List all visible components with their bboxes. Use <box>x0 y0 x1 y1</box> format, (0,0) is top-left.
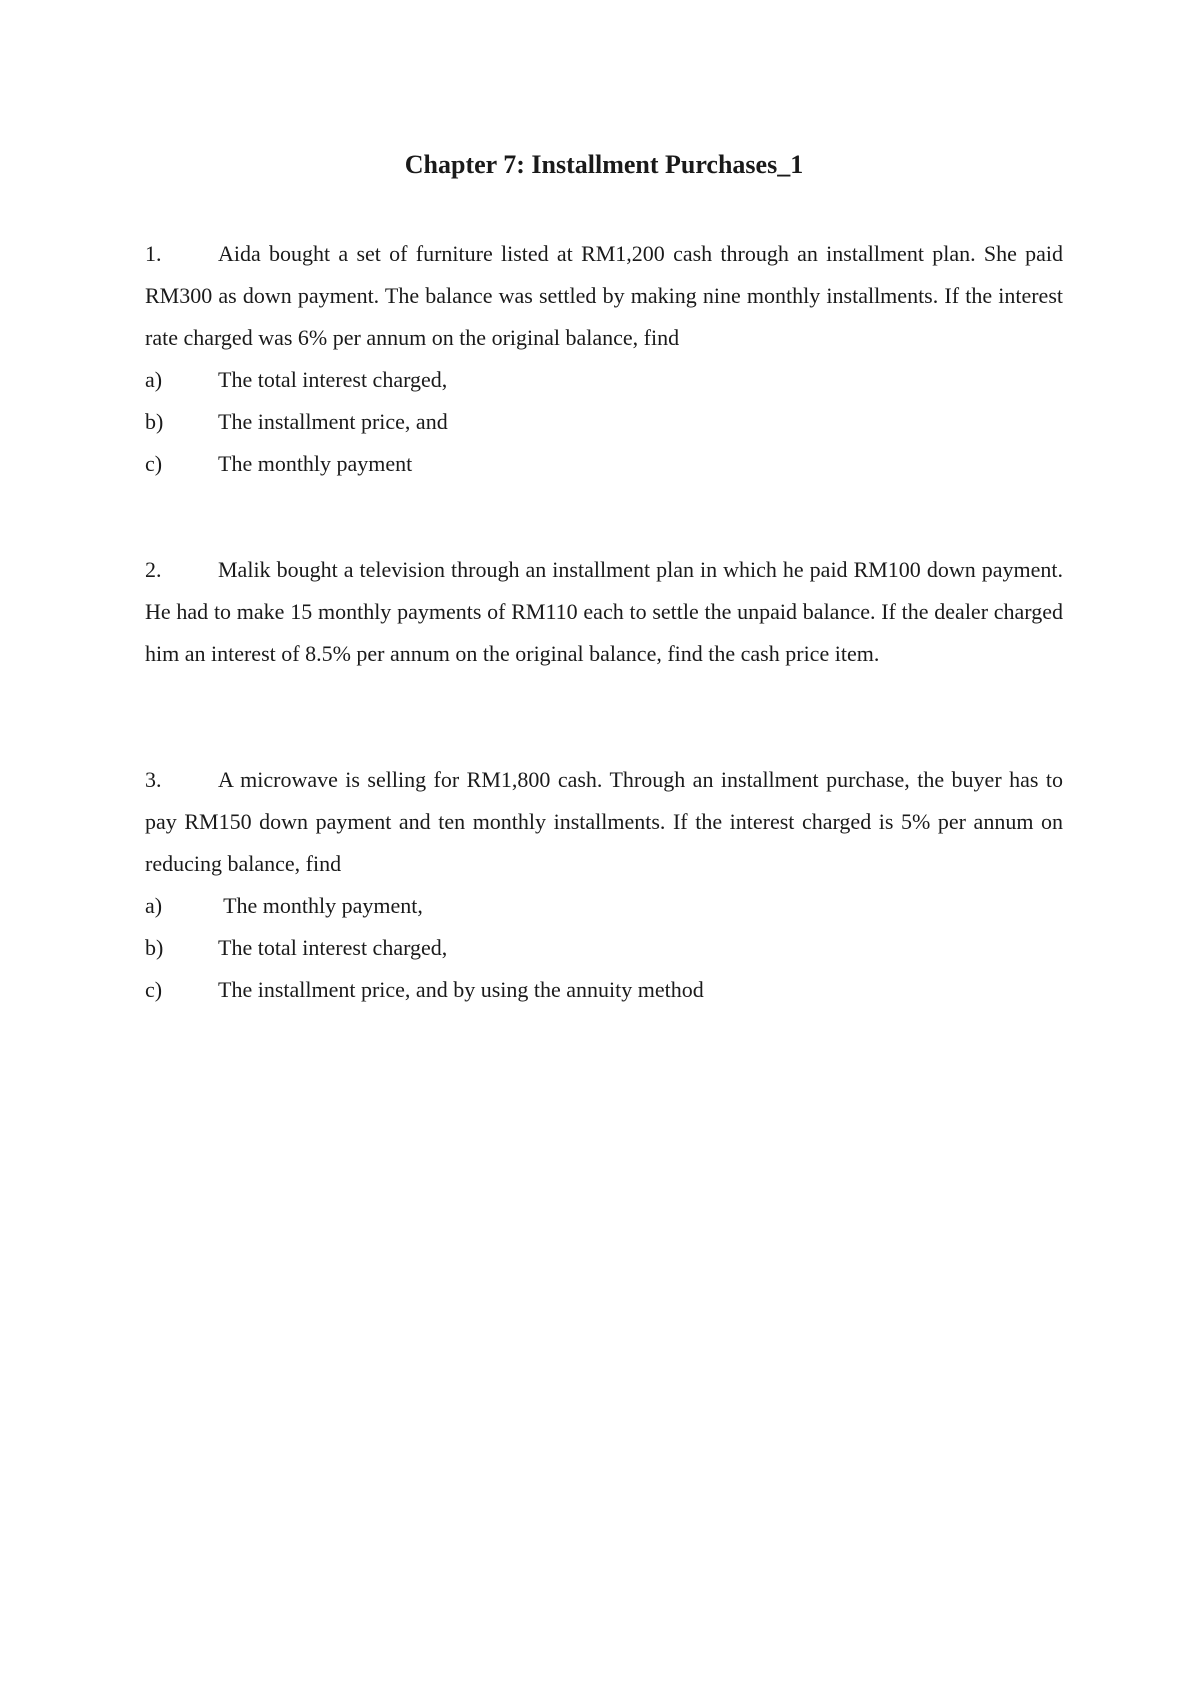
question-text <box>145 233 1063 359</box>
question-3 <box>145 759 1063 1011</box>
sub-question-text: The total interest charged, <box>218 935 448 960</box>
question-body: Aida bought a set of furniture listed at RM1,200 cash through an installment plan. She paid RM300 as down payment. The balance was settled by making nine monthly installments. If the interest rate charged was 6% per annum on the original balance, find <box>145 241 1063 350</box>
sub-question-list <box>145 885 1063 1011</box>
question-text <box>145 759 1063 885</box>
sub-question-item <box>145 885 1063 927</box>
sub-question-letter: a) <box>145 893 163 918</box>
sub-question-text: The total interest charged, <box>218 367 448 392</box>
question-2 <box>145 549 1063 675</box>
question-body: Malik bought a television through an installment plan in which he paid RM100 down payment. He had to make 15 monthly payments of RM110 each to settle the unpaid balance. If the dealer charged him an interest of 8.5% per annum on the original balance, find the cash price item. <box>145 557 1063 666</box>
sub-question-text: The monthly payment <box>218 451 413 476</box>
question-number: 2. <box>145 557 162 582</box>
page-title: Chapter 7: Installment Purchases_1 <box>404 150 804 179</box>
sub-question-letter: b) <box>145 409 164 434</box>
sub-question-item <box>145 927 1063 969</box>
sub-question-item <box>145 401 1063 443</box>
sub-question-text: The installment price, and <box>218 409 448 434</box>
sub-question-text: The installment price, and by using the annuity method <box>218 977 704 1002</box>
question-number: 3. <box>145 767 162 792</box>
question-number: 1. <box>145 241 162 266</box>
sub-question-letter: a) <box>145 367 163 392</box>
question-1 <box>145 233 1063 485</box>
sub-question-list <box>145 359 1063 485</box>
question-text <box>145 549 1063 675</box>
question-body: A microwave is selling for RM1,800 cash. Through an installment purchase, the buyer has to pay RM150 down payment and ten monthly installments. If the interest charged is 5% per annum on reducing balance, find <box>145 767 1063 876</box>
sub-question-letter: c) <box>145 977 163 1002</box>
sub-question-letter: b) <box>145 935 164 960</box>
sub-question-item <box>145 969 1063 1011</box>
sub-question-text: The monthly payment, <box>218 893 423 918</box>
sub-question-item <box>145 443 1063 485</box>
sub-question-letter: c) <box>145 451 163 476</box>
sub-question-item <box>145 359 1063 401</box>
